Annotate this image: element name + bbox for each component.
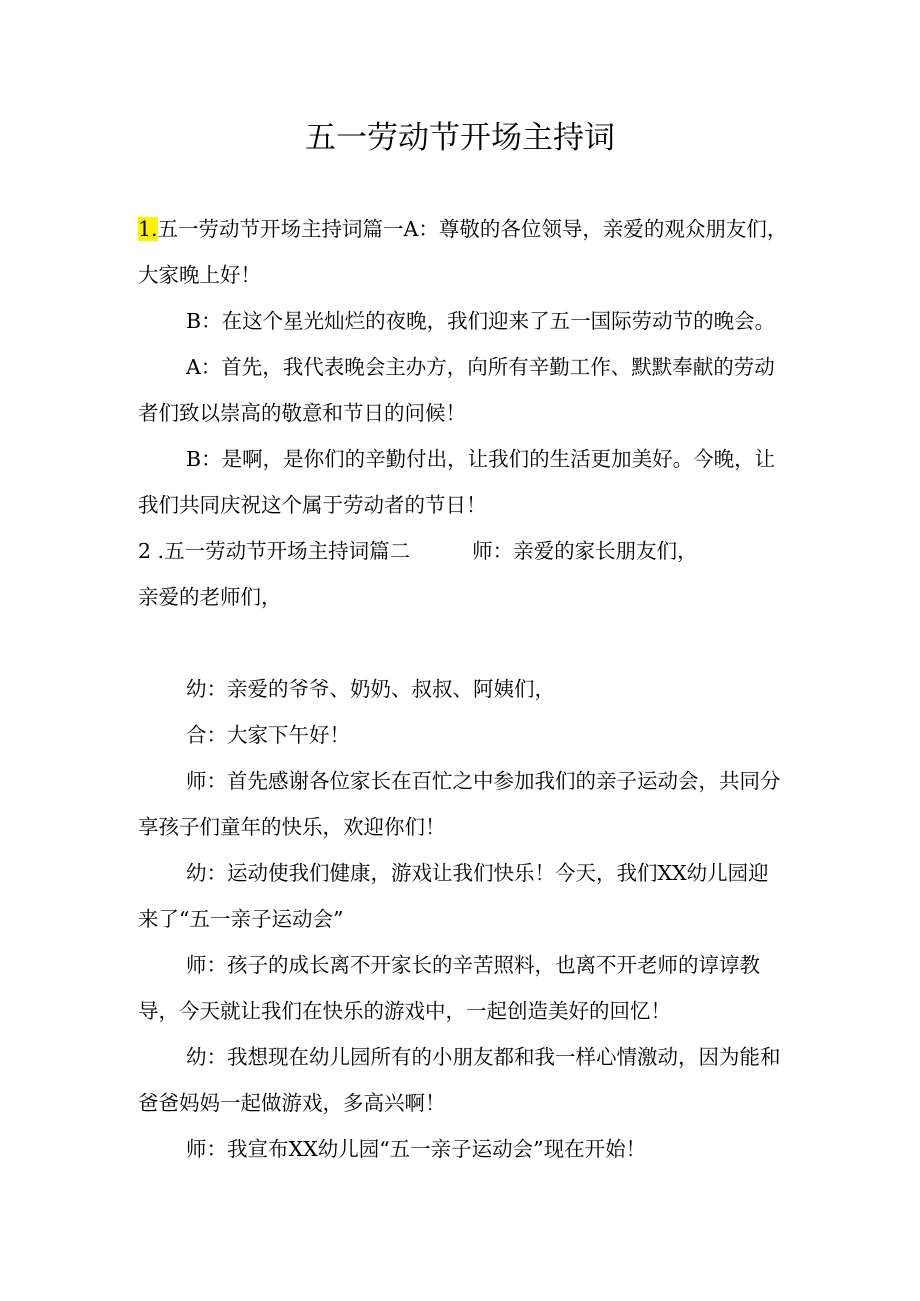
section1-paragraph: B：是啊，是你们的辛勤付出，让我们的生活更加美好。今晚，让我们共同庆祝这个属于劳动者的节日！ [138,447,776,517]
section1-paragraph: A：首先，我代表晚会主办方，向所有辛勤工作、默默奉献的劳动者们致以崇高的敬意和节日的问候！ [138,355,775,425]
document-title: 五一劳动节开场主持词 [305,120,615,156]
section1-paragraph: B：在这个星光灿烂的夜晚，我们迎来了五一国际劳动节的晚会。 [186,309,776,333]
section2-paragraph: 师：我宣布XX幼儿园“五一亲子运动会”现在开始！ [186,1137,647,1161]
section2-heading-tail: 师：亲爱的家长朋友们， [472,539,698,563]
section2-continuation: 亲爱的老师们， [138,585,282,609]
section2-paragraph: 合：大家下午好！ [186,723,350,747]
section2-paragraph: 幼：我想现在幼儿园所有的小朋友都和我一样心情激动，因为能和爸爸妈妈一起做游戏，多高兴啊！ [138,1045,781,1115]
section2-heading-paragraph [138,528,788,574]
section1-number-highlight: 1. [138,217,158,241]
document-body [138,206,788,1172]
blank-line [138,620,788,666]
section2-paragraph: 幼：运动使我们健康，游戏让我们快乐！今天，我们XX幼儿园迎来了“五一亲子运动会” [138,861,769,931]
section1-heading-paragraph [138,206,788,298]
section1-heading-text: 五一劳动节开场主持词篇一A：尊敬的各位领导，亲爱的观众朋友们，大家晚上好！ [138,217,788,287]
section2-heading: 2 .五一劳动节开场主持词篇二 [138,539,411,563]
section2-paragraph: 师：首先感谢各位家长在百忙之中参加我们的亲子运动会，共同分享孩子们童年的快乐，欢迎你们！ [138,769,781,839]
section2-paragraph: 师：孩子的成长离不开家长的辛苦照料，也离不开老师的谆谆教导，今天就让我们在快乐的游戏中，一起创造美好的回忆！ [138,953,760,1023]
section2-paragraph: 幼：亲爱的爷爷、奶奶、叔叔、阿姨们， [186,677,555,701]
